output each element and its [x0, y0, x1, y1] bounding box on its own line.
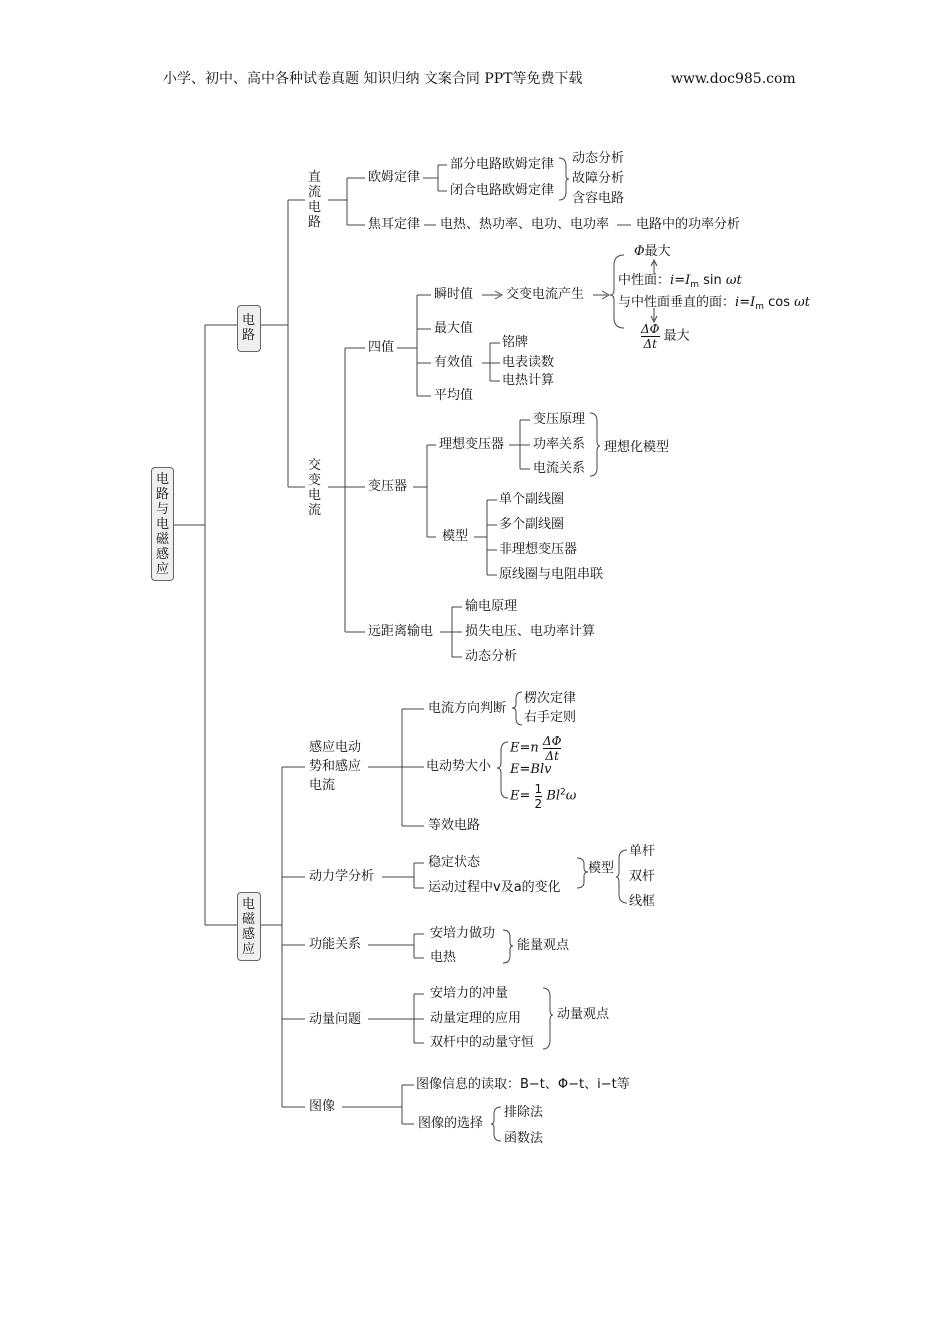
- ohm-result-2: 故障分析: [572, 171, 625, 186]
- dynamics-model-3: 线框: [629, 894, 656, 909]
- joule-label: 焦耳定律: [368, 217, 421, 232]
- energy-item-1: 安培力做功: [430, 926, 496, 941]
- ac-generate-label: 交变电流产生: [506, 287, 585, 302]
- ohm-result-3: 含容电路: [572, 191, 625, 206]
- graph-choose: 图像的选择: [418, 1116, 484, 1131]
- momentum-result: 动量观点: [557, 1007, 610, 1022]
- equiv-circuit-label: 等效电路: [428, 818, 481, 833]
- effective-item-1: 铭牌: [502, 335, 529, 350]
- transformer-label: 变压器: [368, 479, 408, 494]
- phi-max: Φ最大: [634, 244, 671, 259]
- induced-line-2: 势和感应: [309, 759, 362, 774]
- dynamics-model-1: 单杆: [629, 844, 656, 859]
- ohm-item-1: 部分电路欧姆定律: [450, 157, 555, 172]
- max-value-label: 最大值: [434, 321, 474, 336]
- model-item-4: 原线圈与电阻串联: [499, 567, 604, 582]
- momentum-item-2: 动量定理的应用: [430, 1011, 522, 1026]
- graph-choose-item-2: 函数法: [504, 1131, 544, 1146]
- ideal-item-1: 变压原理: [533, 412, 586, 427]
- model-label: 模型: [442, 529, 469, 544]
- ideal-item-2: 功率关系: [533, 437, 586, 452]
- circuit-box: [237, 305, 261, 352]
- direction-item-2: 右手定则: [524, 710, 577, 725]
- perpendicular-plane: 与中性面垂直的面：$i=I_m$ cos ωt: [618, 295, 810, 312]
- ohm-item-2: 闭合电路欧姆定律: [450, 183, 555, 198]
- emf-formula-2: E=Blv: [510, 762, 552, 777]
- ideal-transformer-label: 理想变压器: [439, 437, 505, 452]
- energy-item-2: 电热: [430, 950, 457, 965]
- effective-item-2: 电表读数: [502, 355, 555, 370]
- direction-label: 电流方向判断: [428, 701, 507, 716]
- effective-label: 有效值: [434, 355, 474, 370]
- emf-label: 电动势大小: [426, 759, 492, 774]
- ac-label: 交变电流: [307, 458, 321, 518]
- dynamics-item-2: 运动过程中v及a的变化: [428, 880, 561, 895]
- header-url[interactable]: www.doc985.com: [671, 71, 796, 87]
- induced-line-3: 电流: [309, 778, 336, 793]
- ideal-result: 理想化模型: [604, 440, 670, 455]
- joule-items: 电热、热功率、电功、电功率: [440, 217, 610, 232]
- momentum-label: 动量问题: [309, 1012, 362, 1027]
- four-values-label: 四值: [368, 340, 395, 355]
- emf-formula-1: E=n $\frac{\Delta\Phi}{\Delta t}$: [510, 734, 562, 763]
- remote-item-1: 输电原理: [465, 599, 518, 614]
- graph-read: 图像信息的读取：B−t、Φ−t、i−t等: [416, 1077, 630, 1092]
- header-ads: 小学、初中、高中各种试卷真题 知识归纳 文案合同 PPT等免费下载: [163, 71, 583, 87]
- circuit-label: 电路: [241, 313, 255, 343]
- em-box: [237, 892, 261, 961]
- momentum-item-3: 双杆中的动量守恒: [430, 1035, 535, 1050]
- momentum-item-1: 安培力的冲量: [430, 986, 509, 1001]
- em-label: 电磁感应: [241, 897, 255, 957]
- induced-line-1: 感应电动: [309, 740, 362, 755]
- dynamics-item-1: 稳定状态: [428, 855, 481, 870]
- instant-label: 瞬时值: [434, 287, 474, 302]
- dynamics-model-2: 双杆: [629, 869, 656, 884]
- dc-label: 直流电路: [307, 170, 321, 230]
- average-label: 平均值: [434, 388, 474, 403]
- ohm-result-1: 动态分析: [572, 151, 625, 166]
- ideal-item-3: 电流关系: [533, 461, 586, 476]
- model-item-1: 单个副线圈: [499, 492, 565, 507]
- model-item-2: 多个副线圈: [499, 517, 565, 532]
- graph-label: 图像: [309, 1099, 336, 1114]
- energy-label: 功能关系: [309, 937, 362, 952]
- effective-item-3: 电热计算: [502, 373, 555, 388]
- ohm-label: 欧姆定律: [368, 170, 421, 185]
- energy-result: 能量观点: [517, 938, 570, 953]
- graph-choose-item-1: 排除法: [504, 1105, 544, 1120]
- direction-item-1: 楞次定律: [524, 691, 577, 706]
- dynamics-model-label: 模型: [588, 861, 615, 876]
- remote-item-3: 动态分析: [465, 649, 518, 664]
- root-label: 电路与电磁感应: [155, 472, 169, 577]
- joule-result: 电路中的功率分析: [636, 217, 741, 232]
- dynamics-label: 动力学分析: [309, 869, 375, 884]
- model-item-3: 非理想变压器: [499, 542, 578, 557]
- emf-formula-3: E= $\frac{1}{2}$ Bl$^2$ω: [510, 782, 577, 811]
- remote-label: 远距离输电: [368, 624, 434, 639]
- dphi-dt-max: $\frac{\Delta\Phi}{\Delta t}$ 最大: [641, 322, 690, 351]
- root-box: [151, 467, 174, 581]
- neutral-plane: 中性面：$i=I_m$ sin ωt: [618, 273, 742, 290]
- remote-item-2: 损失电压、电功率计算: [465, 624, 596, 639]
